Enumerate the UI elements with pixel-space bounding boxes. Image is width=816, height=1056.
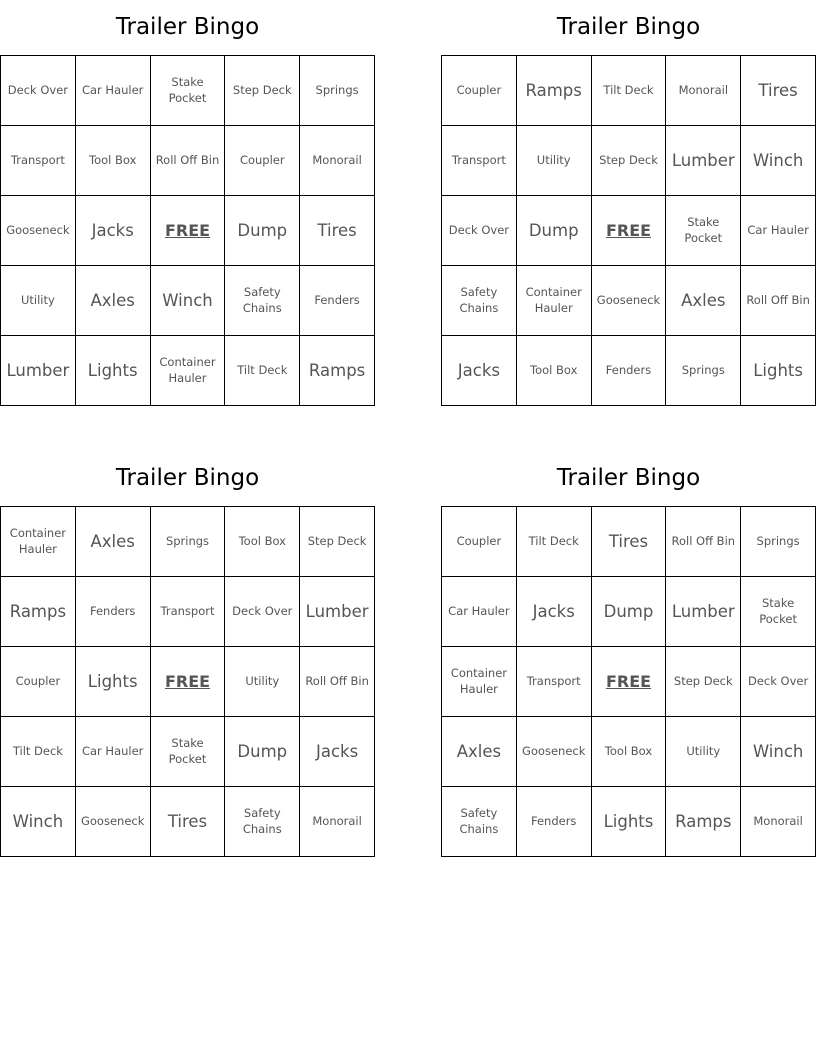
bingo-cell: Car Hauler [75,56,150,126]
bingo-cell: Transport [442,126,517,196]
bingo-cell: Stake Pocket [150,56,225,126]
bingo-grid [0,506,375,857]
bingo-cell: Car Hauler [442,577,517,647]
bingo-cell: Ramps [666,787,741,857]
bingo-cell: Jacks [300,717,375,787]
card-title: Trailer Bingo [556,465,701,491]
bingo-cell: Lights [75,336,150,406]
bingo-cell: Coupler [442,56,517,126]
bingo-cell: Lumber [666,577,741,647]
bingo-cell: Dump [225,196,300,266]
bingo-cell: Springs [150,507,225,577]
bingo-cell: Springs [666,336,741,406]
bingo-cell: Jacks [442,336,517,406]
grid-row [1,507,375,577]
bingo-cell: Tires [591,507,666,577]
bingo-cell: Tool Box [591,717,666,787]
free-space-cell: FREE [591,196,666,266]
bingo-cell: Axles [666,266,741,336]
grid-row [1,717,375,787]
grid-row [442,266,816,336]
bingo-cell: Tilt Deck [516,507,591,577]
bingo-cell: Winch [150,266,225,336]
card-title: Trailer Bingo [115,465,260,491]
bingo-cell: Deck Over [442,196,517,266]
bingo-cell: Tool Box [225,507,300,577]
grid-row [1,56,375,126]
bingo-cell: Ramps [300,336,375,406]
bingo-card-3 [0,451,375,857]
bingo-cell: Ramps [516,56,591,126]
bingo-cell: Step Deck [591,126,666,196]
grid-row [1,647,375,717]
bingo-cell: Container Hauler [442,647,517,717]
bingo-cell: Jacks [516,577,591,647]
grid-row [442,196,816,266]
bingo-cell: Stake Pocket [666,196,741,266]
bingo-cell: Dump [591,577,666,647]
bingo-cell: Tires [741,56,816,126]
bingo-cell: Utility [1,266,76,336]
bingo-cell: Utility [516,126,591,196]
bingo-cell: Car Hauler [75,717,150,787]
grid-row [442,647,816,717]
grid-row [1,787,375,857]
bingo-card-2 [441,0,816,406]
bingo-cell: Stake Pocket [741,577,816,647]
bingo-cell: Deck Over [741,647,816,717]
bingo-card-1 [0,0,375,406]
card-title: Trailer Bingo [556,14,701,40]
bingo-cell: Tires [300,196,375,266]
bingo-cell: Tilt Deck [225,336,300,406]
grid-row [1,266,375,336]
bingo-cell: Coupler [225,126,300,196]
bingo-cell: Coupler [1,647,76,717]
bingo-cell: Safety Chains [442,266,517,336]
bingo-cell: Lumber [666,126,741,196]
bingo-cell: Lights [75,647,150,717]
bingo-cell: Fenders [516,787,591,857]
free-space-cell: FREE [150,196,225,266]
bingo-cell: Roll Off Bin [300,647,375,717]
bingo-cell: Gooseneck [591,266,666,336]
bingo-cell: Container Hauler [150,336,225,406]
bingo-cell: Ramps [1,577,76,647]
bingo-cell: Monorail [666,56,741,126]
bingo-cell: Springs [300,56,375,126]
bingo-cell: Safety Chains [442,787,517,857]
bingo-cell: Tires [150,787,225,857]
bingo-cell: Winch [741,717,816,787]
bingo-cell: Tool Box [516,336,591,406]
grid-row [442,336,816,406]
bingo-cell: Tool Box [75,126,150,196]
bingo-cell: Springs [741,507,816,577]
bingo-cell: Fenders [300,266,375,336]
bingo-cell: Transport [1,126,76,196]
card-title: Trailer Bingo [115,14,260,40]
bingo-cell: Utility [666,717,741,787]
bingo-cell: Transport [150,577,225,647]
bingo-cell: Stake Pocket [150,717,225,787]
grid-row [442,507,816,577]
grid-row [1,336,375,406]
bingo-cell: Tilt Deck [1,717,76,787]
bingo-grid [441,506,816,857]
bingo-cell: Winch [741,126,816,196]
bingo-cell: Monorail [300,787,375,857]
grid-row [1,577,375,647]
grid-row [442,787,816,857]
bingo-cell: Step Deck [300,507,375,577]
bingo-cell: Gooseneck [75,787,150,857]
bingo-cell: Monorail [300,126,375,196]
bingo-cell: Dump [516,196,591,266]
bingo-cell: Lumber [1,336,76,406]
bingo-cell: Monorail [741,787,816,857]
bingo-cell: Winch [1,787,76,857]
bingo-cell: Axles [75,266,150,336]
bingo-cell: Jacks [75,196,150,266]
bingo-cell: Lights [591,787,666,857]
grid-row [442,577,816,647]
bingo-cell: Axles [442,717,517,787]
bingo-cell: Step Deck [666,647,741,717]
bingo-cell: Safety Chains [225,787,300,857]
bingo-cell: Gooseneck [516,717,591,787]
bingo-cell: Deck Over [1,56,76,126]
bingo-cell: Dump [225,717,300,787]
bingo-card-4 [441,451,816,857]
bingo-cell: Axles [75,507,150,577]
bingo-cell: Fenders [591,336,666,406]
bingo-cell: Car Hauler [741,196,816,266]
bingo-cell: Coupler [442,507,517,577]
bingo-cell: Gooseneck [1,196,76,266]
bingo-cell: Roll Off Bin [741,266,816,336]
bingo-cell: Deck Over [225,577,300,647]
bingo-cell: Step Deck [225,56,300,126]
grid-row [442,56,816,126]
bingo-cell: Transport [516,647,591,717]
bingo-cell: Utility [225,647,300,717]
bingo-cell: Tilt Deck [591,56,666,126]
bingo-cell: Lights [741,336,816,406]
bingo-grid [0,55,375,406]
grid-row [1,126,375,196]
bingo-cell: Container Hauler [1,507,76,577]
bingo-cell: Container Hauler [516,266,591,336]
bingo-cell: Roll Off Bin [666,507,741,577]
bingo-cell: Fenders [75,577,150,647]
grid-row [442,717,816,787]
bingo-cell: Roll Off Bin [150,126,225,196]
free-space-cell: FREE [591,647,666,717]
bingo-grid [441,55,816,406]
bingo-cell: Lumber [300,577,375,647]
bingo-cell: Safety Chains [225,266,300,336]
free-space-cell: FREE [150,647,225,717]
grid-row [442,126,816,196]
grid-row [1,196,375,266]
